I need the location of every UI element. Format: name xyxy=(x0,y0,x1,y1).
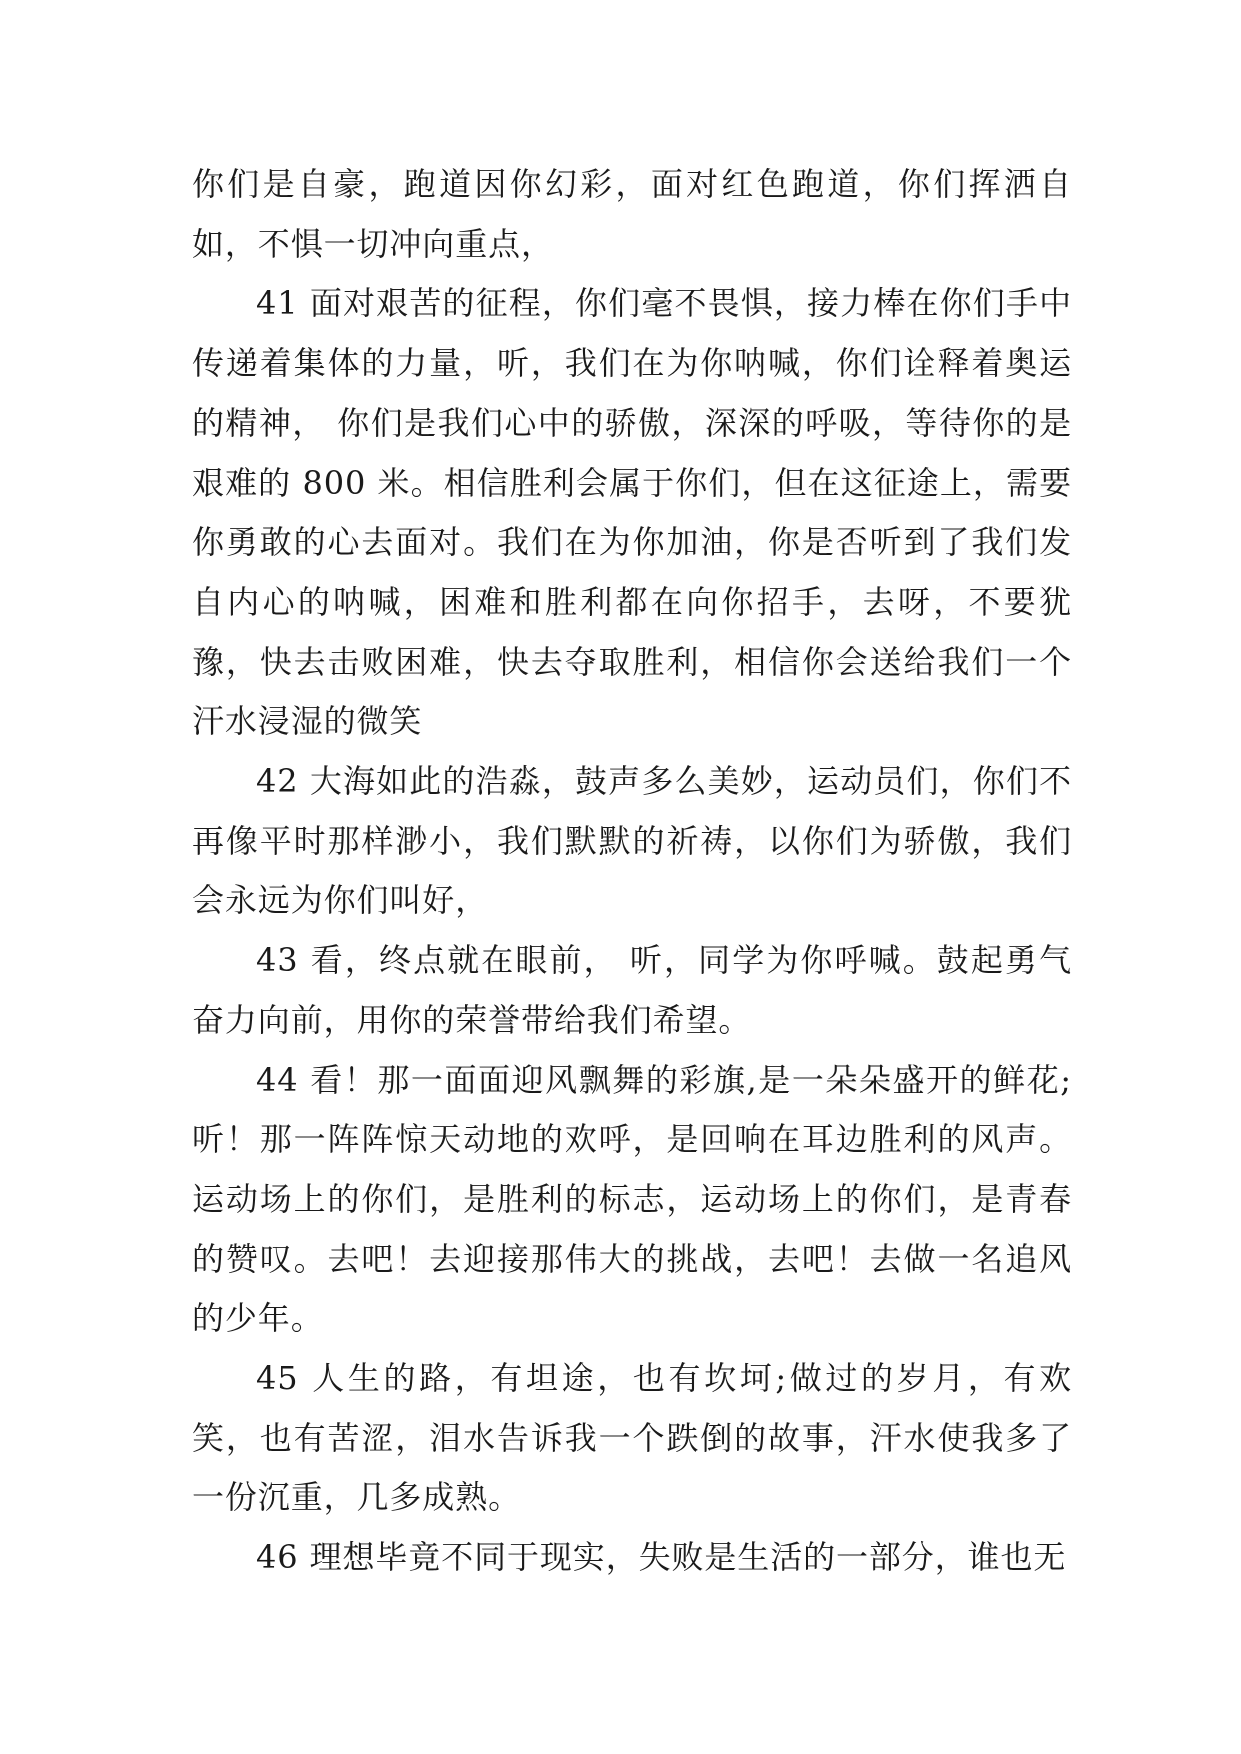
document-body xyxy=(192,155,1072,1588)
paragraph-45: 45 人生的路，有坦途，也有坎坷;做过的岁月，有欢笑，也有苦涩，泪水告诉我一个跌倒的故事，汗水使我多了一份沉重，几多成熟。 xyxy=(192,1359,1072,1517)
paragraph-41: 41 面对艰苦的征程，你们毫不畏惧，接力棒在你们手中传递着集体的力量，听，我们在为你呐喊，你们诠释着奥运的精神， 你们是我们心中的骄傲，深深的呼吸，等待你的是艰难的 800 米。相信胜利会属于你们，但在这征途上，需要你勇敢的心去面对。我们在为你加油，你是否听到了我们发自内心的呐喊，困难和胜利都在向你招手，去呀，不要犹豫，快去击败困难，快去夺取胜利，相信你会送给我们一个汗水浸湿的微笑 xyxy=(192,284,1072,741)
paragraph-43: 43 看，终点就在眼前， 听，同学为你呼喊。鼓起勇气奋力向前，用你的荣誉带给我们希望。 xyxy=(192,941,1072,1039)
paragraph-46: 46 理想毕竟不同于现实，失败是生活的一部分，谁也无 xyxy=(256,1538,1067,1577)
paragraph-44: 44 看！那一面面迎风飘舞的彩旗,是一朵朵盛开的鲜花;听！那一阵阵惊天动地的欢呼，是回响在耳边胜利的风声。运动场上的你们，是胜利的标志，运动场上的你们，是青春的赞叹。去吧！去迎接那伟大的挑战，去吧！去做一名追风的少年。 xyxy=(192,1060,1072,1338)
paragraph-42: 42 大海如此的浩淼，鼓声多么美妙，运动员们，你们不再像平时那样渺小，我们默默的祈祷，以你们为骄傲，我们会永远为你们叫好， xyxy=(192,762,1072,920)
paragraph-continuation: 你们是自豪，跑道因你幻彩，面对红色跑道，你们挥洒自如，不惧一切冲向重点， xyxy=(192,165,1072,263)
